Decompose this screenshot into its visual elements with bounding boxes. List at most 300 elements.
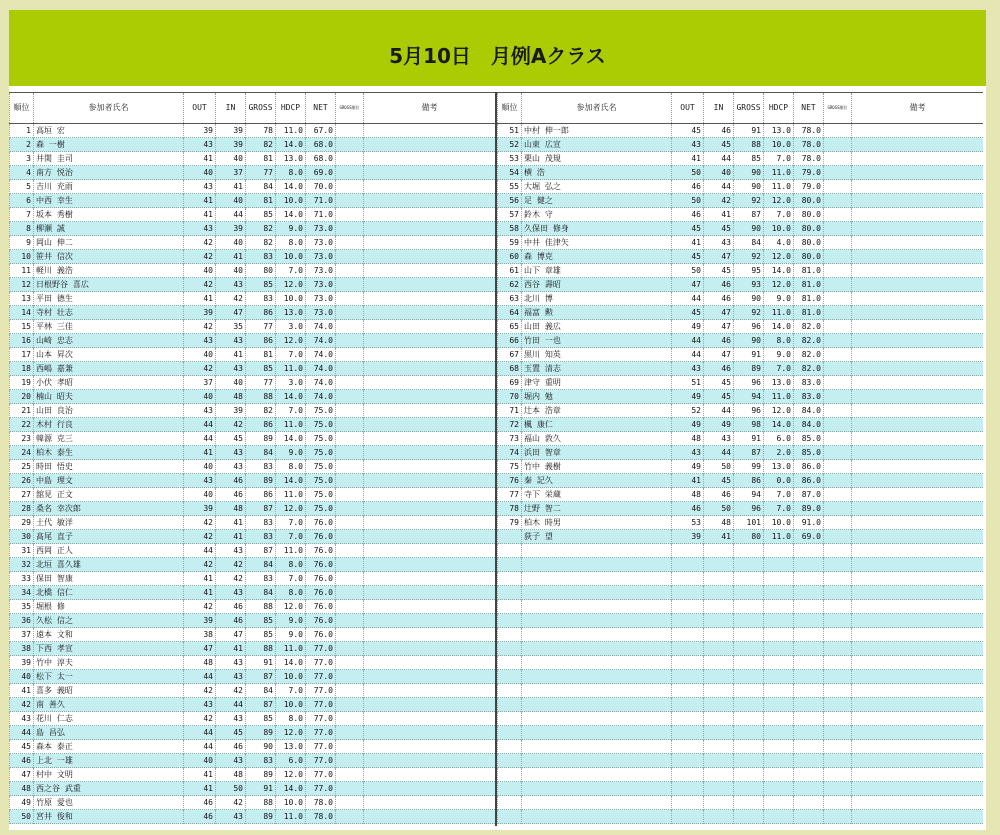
table-row xyxy=(9,250,495,264)
table-cell: 89 xyxy=(245,726,275,740)
table-cell: 10.0 xyxy=(763,222,793,236)
table-cell: 43 xyxy=(183,474,215,488)
table-cell: 87 xyxy=(245,544,275,558)
table-row xyxy=(9,124,495,138)
table-cell: 70 xyxy=(497,390,521,404)
table-cell: 46 xyxy=(215,488,245,502)
table-cell: 90 xyxy=(733,222,763,236)
table-cell: 90 xyxy=(733,334,763,348)
table-cell xyxy=(851,628,983,642)
table-cell: 49 xyxy=(671,390,703,404)
table-row xyxy=(497,250,983,264)
table-cell xyxy=(763,768,793,782)
table-cell xyxy=(363,726,495,740)
table-cell: 86 xyxy=(245,488,275,502)
table-cell: 50 xyxy=(671,194,703,208)
table-cell: 82.0 xyxy=(793,320,823,334)
table-cell: 59 xyxy=(497,236,521,250)
table-cell: 12.0 xyxy=(275,726,305,740)
table-cell xyxy=(763,782,793,796)
table-cell: 松下 太一 xyxy=(33,670,183,684)
table-cell: 7.0 xyxy=(275,684,305,698)
table-cell xyxy=(521,796,671,810)
table-row xyxy=(9,208,495,222)
table-cell xyxy=(851,544,983,558)
table-row xyxy=(497,460,983,474)
table-cell: 78 xyxy=(245,124,275,138)
table-cell: 村中 文明 xyxy=(33,768,183,782)
table-cell xyxy=(335,418,363,432)
table-cell: 7.0 xyxy=(763,152,793,166)
table-cell: 42 xyxy=(703,194,733,208)
table-cell: 47 xyxy=(703,320,733,334)
table-cell: 12.0 xyxy=(763,194,793,208)
table-row xyxy=(9,614,495,628)
table-cell: 82.0 xyxy=(793,362,823,376)
table-row xyxy=(9,558,495,572)
table-row xyxy=(497,712,983,726)
table-cell xyxy=(823,460,851,474)
table-cell xyxy=(335,796,363,810)
table-cell xyxy=(521,614,671,628)
table-row xyxy=(497,180,983,194)
table-cell: 43 xyxy=(183,138,215,152)
table-cell: 47 xyxy=(703,348,733,362)
table-cell: 71.0 xyxy=(305,194,335,208)
table-cell: 84 xyxy=(245,684,275,698)
table-cell: 91 xyxy=(733,348,763,362)
table-cell: 44 xyxy=(183,670,215,684)
table-cell xyxy=(521,600,671,614)
table-cell: 11 xyxy=(9,264,33,278)
table-cell xyxy=(521,656,671,670)
table-cell: 80.0 xyxy=(793,194,823,208)
table-cell xyxy=(363,222,495,236)
table-cell xyxy=(851,348,983,362)
table-cell xyxy=(851,390,983,404)
table-cell: 7.0 xyxy=(275,516,305,530)
table-cell xyxy=(363,292,495,306)
table-cell: 42 xyxy=(183,362,215,376)
table-cell: 49 xyxy=(671,418,703,432)
table-cell: 12.0 xyxy=(275,334,305,348)
table-cell xyxy=(851,572,983,586)
table-cell: 74.0 xyxy=(305,390,335,404)
table-cell: 41 xyxy=(183,194,215,208)
table-cell xyxy=(363,166,495,180)
table-cell: 81 xyxy=(245,194,275,208)
table-cell: 42 xyxy=(215,418,245,432)
table-row xyxy=(497,320,983,334)
table-cell xyxy=(851,222,983,236)
table-cell xyxy=(851,754,983,768)
table-cell: 11.0 xyxy=(275,642,305,656)
table-cell: 10.0 xyxy=(275,796,305,810)
table-cell: 竹中 淳夫 xyxy=(33,656,183,670)
table-cell xyxy=(823,572,851,586)
table-cell xyxy=(363,516,495,530)
table-cell: 44 xyxy=(183,418,215,432)
table-cell: 45 xyxy=(703,376,733,390)
table-cell xyxy=(823,292,851,306)
table-cell: 11.0 xyxy=(763,166,793,180)
table-cell: 中井 佳津矢 xyxy=(521,236,671,250)
table-cell: 34 xyxy=(9,586,33,600)
table-cell xyxy=(851,614,983,628)
table-cell: 坂本 秀樹 xyxy=(33,208,183,222)
table-cell: 52 xyxy=(671,404,703,418)
table-cell xyxy=(671,558,703,572)
table-cell xyxy=(823,544,851,558)
table-cell xyxy=(851,166,983,180)
table-header-left xyxy=(9,92,495,124)
table-cell xyxy=(671,782,703,796)
table-cell: 80.0 xyxy=(793,236,823,250)
table-cell xyxy=(363,194,495,208)
table-cell xyxy=(521,642,671,656)
table-cell: 47 xyxy=(703,250,733,264)
table-cell: 48 xyxy=(703,516,733,530)
table-cell: 9.0 xyxy=(763,348,793,362)
table-cell: 86 xyxy=(245,418,275,432)
table-cell: 14.0 xyxy=(275,474,305,488)
table-cell: 上北 一雄 xyxy=(33,754,183,768)
table-cell: 82 xyxy=(245,222,275,236)
table-cell xyxy=(851,782,983,796)
table-cell: 山田 良治 xyxy=(33,404,183,418)
table-cell xyxy=(763,628,793,642)
table-cell: 保田 智康 xyxy=(33,572,183,586)
table-cell xyxy=(521,572,671,586)
table-cell: 69.0 xyxy=(305,166,335,180)
table-cell xyxy=(851,180,983,194)
table-cell xyxy=(497,810,521,824)
table-cell: 12.0 xyxy=(275,600,305,614)
table-cell xyxy=(363,558,495,572)
table-cell: 41 xyxy=(703,208,733,222)
table-cell: 82.0 xyxy=(793,348,823,362)
table-row xyxy=(9,516,495,530)
table-cell: 43 xyxy=(215,586,245,600)
table-cell xyxy=(823,712,851,726)
table-cell xyxy=(851,404,983,418)
table-cell: 73.0 xyxy=(305,250,335,264)
table-cell xyxy=(335,292,363,306)
table-cell xyxy=(671,628,703,642)
table-cell xyxy=(335,726,363,740)
table-cell: 45 xyxy=(703,474,733,488)
table-row xyxy=(9,152,495,166)
table-cell xyxy=(671,754,703,768)
table-cell xyxy=(671,726,703,740)
table-cell: 55 xyxy=(497,180,521,194)
table-cell xyxy=(703,628,733,642)
table-cell: 6 xyxy=(9,194,33,208)
table-cell: 14.0 xyxy=(275,208,305,222)
table-cell: 43 xyxy=(9,712,33,726)
table-cell: 西嶋 嘉兼 xyxy=(33,362,183,376)
table-cell xyxy=(823,474,851,488)
table-cell: 福山 敦久 xyxy=(521,432,671,446)
table-cell xyxy=(521,754,671,768)
table-cell xyxy=(851,656,983,670)
table-cell: 栗山 茂規 xyxy=(521,152,671,166)
table-cell xyxy=(851,740,983,754)
table-cell: 大堀 弘之 xyxy=(521,180,671,194)
table-cell: 竹中 義樹 xyxy=(521,460,671,474)
table-cell xyxy=(497,754,521,768)
table-cell xyxy=(793,684,823,698)
table-cell: 9.0 xyxy=(763,292,793,306)
table-cell: 83 xyxy=(245,530,275,544)
table-cell xyxy=(363,740,495,754)
table-cell xyxy=(497,712,521,726)
table-row xyxy=(497,446,983,460)
table-cell: 46 xyxy=(215,614,245,628)
table-cell xyxy=(335,404,363,418)
table-cell xyxy=(335,502,363,516)
table-row xyxy=(497,516,983,530)
table-cell xyxy=(363,236,495,250)
table-cell: 7.0 xyxy=(275,572,305,586)
table-cell xyxy=(497,558,521,572)
table-cell: 13.0 xyxy=(763,376,793,390)
table-cell: 11.0 xyxy=(275,810,305,824)
table-cell xyxy=(363,390,495,404)
table-cell: 41 xyxy=(703,530,733,544)
table-cell: 黒川 知英 xyxy=(521,348,671,362)
table-cell: 78.0 xyxy=(793,138,823,152)
table-cell: 74.0 xyxy=(305,348,335,362)
table-cell: 10.0 xyxy=(275,250,305,264)
table-row xyxy=(497,222,983,236)
table-cell: 15 xyxy=(9,320,33,334)
table-cell: 16 xyxy=(9,334,33,348)
table-cell: 46 xyxy=(703,292,733,306)
table-cell: 4.0 xyxy=(763,236,793,250)
table-row xyxy=(9,320,495,334)
table-cell xyxy=(703,670,733,684)
table-cell: 43 xyxy=(215,754,245,768)
table-cell: 4 xyxy=(9,166,33,180)
table-cell: 18 xyxy=(9,362,33,376)
table-cell: 北川 博 xyxy=(521,292,671,306)
table-cell: 71 xyxy=(497,404,521,418)
table-cell xyxy=(335,572,363,586)
table-cell: 89 xyxy=(733,362,763,376)
table-cell: 45 xyxy=(215,432,245,446)
table-cell xyxy=(763,572,793,586)
table-cell xyxy=(763,684,793,698)
table-cell: 高垣 宏 xyxy=(33,124,183,138)
header-cell-right-6: NET xyxy=(793,93,823,123)
table-cell xyxy=(497,642,521,656)
table-cell xyxy=(671,810,703,824)
table-cell: 48 xyxy=(9,782,33,796)
table-cell: 森 博克 xyxy=(521,250,671,264)
table-cell: 77.0 xyxy=(305,684,335,698)
table-cell xyxy=(793,782,823,796)
table-cell xyxy=(703,684,733,698)
table-cell: 14.0 xyxy=(275,782,305,796)
table-cell xyxy=(733,614,763,628)
table-cell xyxy=(335,166,363,180)
table-cell: 41 xyxy=(9,684,33,698)
table-cell: 73.0 xyxy=(305,292,335,306)
table-cell xyxy=(335,208,363,222)
table-cell xyxy=(521,586,671,600)
table-row xyxy=(497,572,983,586)
table-cell xyxy=(703,712,733,726)
table-cell: 14.0 xyxy=(275,180,305,194)
table-cell: 35 xyxy=(215,320,245,334)
table-cell xyxy=(363,124,495,138)
table-cell: 79 xyxy=(497,516,521,530)
table-cell xyxy=(363,586,495,600)
table-cell xyxy=(823,446,851,460)
table-cell xyxy=(363,404,495,418)
table-cell xyxy=(703,614,733,628)
table-cell: 101 xyxy=(733,516,763,530)
table-cell: 92 xyxy=(733,306,763,320)
table-cell: 42 xyxy=(183,250,215,264)
table-cell xyxy=(335,768,363,782)
table-cell xyxy=(733,796,763,810)
table-cell xyxy=(823,334,851,348)
table-cell: 山本 昇次 xyxy=(33,348,183,362)
table-cell xyxy=(363,656,495,670)
table-cell xyxy=(335,740,363,754)
table-cell: 43 xyxy=(703,236,733,250)
table-cell: 42 xyxy=(215,796,245,810)
table-cell: 80.0 xyxy=(793,250,823,264)
table-cell: 岡山 伸二 xyxy=(33,236,183,250)
table-cell: 23 xyxy=(9,432,33,446)
table-cell xyxy=(851,586,983,600)
table-cell xyxy=(671,796,703,810)
table-cell: 14.0 xyxy=(275,138,305,152)
table-cell: 12.0 xyxy=(763,404,793,418)
table-cell: 10.0 xyxy=(275,194,305,208)
table-cell: 77 xyxy=(245,376,275,390)
header-cell-right-1: 参加者氏名 xyxy=(521,93,671,123)
table-cell xyxy=(793,628,823,642)
table-cell: 42 xyxy=(215,558,245,572)
table-cell: 67.0 xyxy=(305,124,335,138)
table-cell: 11.0 xyxy=(275,124,305,138)
table-cell xyxy=(521,558,671,572)
table-cell xyxy=(851,418,983,432)
table-cell: 75.0 xyxy=(305,432,335,446)
table-cell xyxy=(335,222,363,236)
table-cell: 85.0 xyxy=(793,432,823,446)
table-cell xyxy=(733,670,763,684)
table-cell: 竹田 一也 xyxy=(521,334,671,348)
table-cell: 49 xyxy=(9,796,33,810)
table-cell xyxy=(703,600,733,614)
table-cell xyxy=(823,404,851,418)
table-cell: 平田 德生 xyxy=(33,292,183,306)
table-cell xyxy=(335,152,363,166)
table-cell: 86 xyxy=(245,306,275,320)
table-cell xyxy=(823,502,851,516)
table-cell xyxy=(363,334,495,348)
table-cell xyxy=(733,642,763,656)
table-cell: 75.0 xyxy=(305,446,335,460)
table-cell xyxy=(823,320,851,334)
table-cell: 22 xyxy=(9,418,33,432)
table-row xyxy=(497,754,983,768)
table-row xyxy=(9,432,495,446)
table-cell: 51 xyxy=(671,376,703,390)
table-cell xyxy=(823,152,851,166)
table-cell: 中村 伸一郎 xyxy=(521,124,671,138)
table-cell: 73.0 xyxy=(305,236,335,250)
table-cell: 43 xyxy=(703,432,733,446)
table-cell: 63 xyxy=(497,292,521,306)
table-cell: 64 xyxy=(497,306,521,320)
table-cell: 88 xyxy=(245,390,275,404)
table-cell: 81 xyxy=(245,348,275,362)
table-cell: 50 xyxy=(215,782,245,796)
table-cell: 42 xyxy=(215,684,245,698)
table-cell: 84 xyxy=(733,236,763,250)
table-cell: 44 xyxy=(703,446,733,460)
table-cell: 吉川 充雨 xyxy=(33,180,183,194)
table-cell: 92 xyxy=(733,250,763,264)
table-cell xyxy=(497,782,521,796)
table-cell xyxy=(763,754,793,768)
header-cell-left-2: OUT xyxy=(183,93,215,123)
table-cell: 7 xyxy=(9,208,33,222)
table-cell: 68.0 xyxy=(305,138,335,152)
table-cell: 47 xyxy=(9,768,33,782)
table-cell: 41 xyxy=(183,572,215,586)
table-cell xyxy=(823,208,851,222)
table-row xyxy=(497,278,983,292)
table-cell xyxy=(671,600,703,614)
table-cell xyxy=(671,544,703,558)
table-cell xyxy=(823,740,851,754)
table-cell xyxy=(851,334,983,348)
table-cell xyxy=(763,600,793,614)
table-cell: 81.0 xyxy=(793,306,823,320)
table-cell xyxy=(851,278,983,292)
table-cell: 46 xyxy=(703,362,733,376)
table-cell: 47 xyxy=(215,306,245,320)
table-cell: 84 xyxy=(245,558,275,572)
table-cell xyxy=(823,810,851,824)
table-cell: 南 善久 xyxy=(33,698,183,712)
table-cell: 49 xyxy=(703,418,733,432)
table-cell xyxy=(335,390,363,404)
table-cell: 13.0 xyxy=(275,306,305,320)
table-cell xyxy=(703,740,733,754)
table-cell: 46 xyxy=(671,180,703,194)
table-row xyxy=(497,502,983,516)
table-cell: 44 xyxy=(9,726,33,740)
table-cell: 91 xyxy=(245,782,275,796)
table-cell: 48 xyxy=(671,432,703,446)
table-cell: 41 xyxy=(183,586,215,600)
table-cell xyxy=(335,516,363,530)
table-cell: 12.0 xyxy=(763,278,793,292)
table-cell xyxy=(335,754,363,768)
table-cell: 77.0 xyxy=(305,698,335,712)
table-cell: 85 xyxy=(733,152,763,166)
table-cell: 9.0 xyxy=(275,614,305,628)
table-cell: 10 xyxy=(9,250,33,264)
